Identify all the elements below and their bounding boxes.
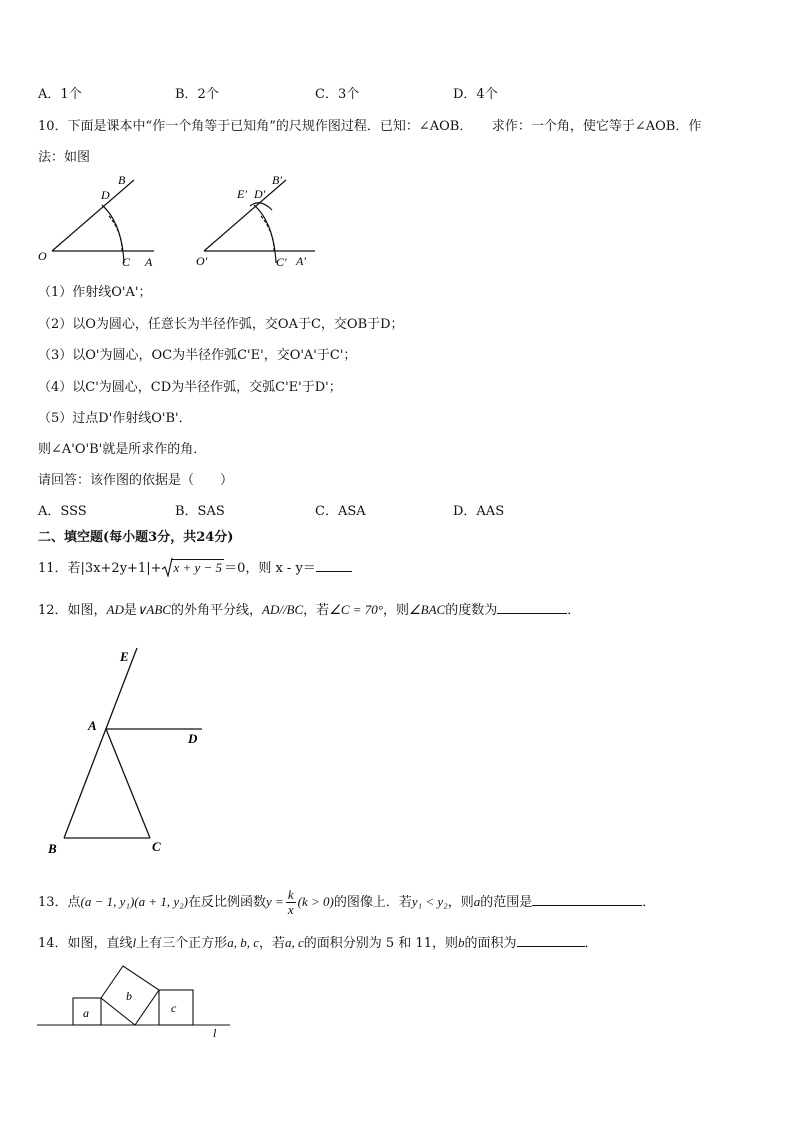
sqrt-sign-icon (161, 557, 173, 577)
q13-point-1: (a − 1, y₁) (80, 894, 135, 909)
q9-option-a: A．1个 (38, 87, 82, 102)
q12-text-f: 的度数为 (445, 603, 498, 618)
q11 (38, 557, 352, 576)
q14-text-d: 的面积分别为 5 和 11，则 (303, 936, 458, 951)
q13-frac-den: x (287, 902, 294, 917)
label-a: a (83, 1006, 89, 1020)
q13-end: ． (642, 895, 656, 910)
q12-answer-blank[interactable] (497, 601, 567, 614)
q12-ad: AD (106, 602, 124, 617)
q10-option-b: B．SAS (175, 504, 225, 519)
label-left-A: A (145, 255, 153, 269)
q14-text-e: 的面积为 (464, 936, 517, 951)
label-right-C: C′ (276, 255, 287, 269)
q10-stem-line1: 10．下面是课本中“作一个角等于已知角”的尺规作图过程．已知：∠AOB． 求作：一个角，使它等于∠AOB．作 (38, 119, 702, 134)
q11-suffix: ＝0，则 x - y＝ (224, 561, 316, 576)
label-right-O: O′ (196, 254, 208, 268)
q12-text-c: 的外角平分线， (170, 603, 262, 618)
q10-step-4: （4）以C'为圆心，CD为半径作弧，交弧C'E'于D'； (38, 380, 342, 395)
label-D: D (188, 731, 198, 746)
q13 (38, 888, 655, 917)
q13-text-d: ，则 (447, 895, 474, 910)
q13-func-lhs: y = (266, 894, 284, 909)
q14-answer-blank[interactable] (517, 934, 585, 947)
q11-radicand: x + y − 5 (173, 560, 223, 575)
q14-text-a: 14．如图，直线 (38, 936, 133, 951)
q13-fraction (286, 888, 296, 917)
q10-step-2: （2）以O为圆心，任意长为半径作弧，交OA于C，交OB于D； (38, 317, 404, 332)
q14-text-b: 上有三个正方形 (136, 936, 228, 951)
q14-line-l: l (132, 935, 137, 950)
q10-step-5: （5）过点D'作射线O'B'． (38, 411, 192, 426)
q12-end: ． (567, 603, 581, 618)
label-left-C: C (122, 255, 131, 269)
q10-step-1: （1）作射线O'A'； (38, 285, 152, 300)
q13-var-a: a (473, 894, 481, 909)
q10-angle-figure (30, 168, 330, 273)
q13-text-a: 13．点 (38, 895, 81, 910)
q12-angle-c: ∠C = 70° (329, 602, 383, 617)
q10-stem-line2: 法：如图 (38, 150, 91, 165)
q13-text-e: 的范围是 (480, 895, 533, 910)
q13-condition: (k > 0) (297, 894, 334, 909)
q12-text-d: ，若 (303, 603, 330, 618)
q10-option-d: D．AAS (453, 504, 505, 519)
label-right-D: D′ (254, 187, 266, 201)
q11-prefix: 11．若|3x+2y+1|+ (38, 561, 162, 576)
q14-var-b: b (457, 935, 465, 950)
label-b: b (126, 989, 132, 1003)
q12-text-b: 是 (123, 603, 137, 618)
q10-question: 请回答：该作图的依据是（ ） (38, 473, 234, 488)
q14 (38, 932, 598, 951)
section-2-title: 二、填空题(每小题3分，共24分) (38, 530, 234, 545)
q13-point-2: (a + 1, y₂) (134, 894, 189, 909)
q13-answer-blank[interactable] (532, 893, 642, 906)
label-B: B (48, 841, 57, 856)
q12-parallel: AD//BC (262, 602, 304, 617)
q14-end: ． (584, 936, 598, 951)
label-left-O: O (38, 249, 47, 263)
q10-conclusion: 则∠A'O'B'就是所求作的角． (38, 442, 207, 457)
q9-option-d: D．4个 (453, 87, 498, 102)
label-E: E (120, 649, 129, 664)
q12-text-a: 12．如图， (38, 603, 107, 618)
q12-triangle-figure (40, 640, 220, 865)
q13-text-c: 的图像上．若 (333, 895, 412, 910)
q13-inequality: y₁ < y₂ (411, 894, 448, 909)
q14-squares: a, b, c (227, 935, 259, 950)
q13-frac-num: k (287, 887, 294, 902)
q10-option-c: C．ASA (315, 504, 366, 519)
q12 (38, 599, 580, 618)
q9-option-c: C．3个 (315, 87, 360, 102)
q12-text-e: ，则 (382, 603, 409, 618)
label-c: c (171, 1001, 177, 1015)
label-left-B: B (118, 173, 126, 187)
label-l: l (213, 1026, 217, 1040)
q10-option-a: A．SSS (38, 504, 87, 519)
q11-answer-blank[interactable] (316, 559, 352, 572)
q13-text-b: 在反比例函数 (188, 895, 267, 910)
label-C: C (152, 839, 161, 854)
label-A: A (88, 718, 97, 733)
q10-step-3: （3）以O'为圆心，OC为半径作弧C'E'，交O'A'于C'； (38, 348, 357, 363)
label-left-D: D (101, 188, 110, 202)
label-right-A: A′ (296, 254, 306, 268)
q14-text-c: ，若 (258, 936, 285, 951)
label-right-E: E′ (237, 187, 247, 201)
q14-squares-figure (35, 960, 235, 1040)
q12-triangle: ∨ABC (136, 602, 171, 617)
label-right-B: B′ (272, 173, 282, 187)
q9-option-b: B．2个 (175, 87, 219, 102)
q11-sqrt (161, 560, 224, 576)
q12-angle-bac: ∠BAC (409, 602, 446, 617)
q14-ac: a, c (284, 935, 304, 950)
